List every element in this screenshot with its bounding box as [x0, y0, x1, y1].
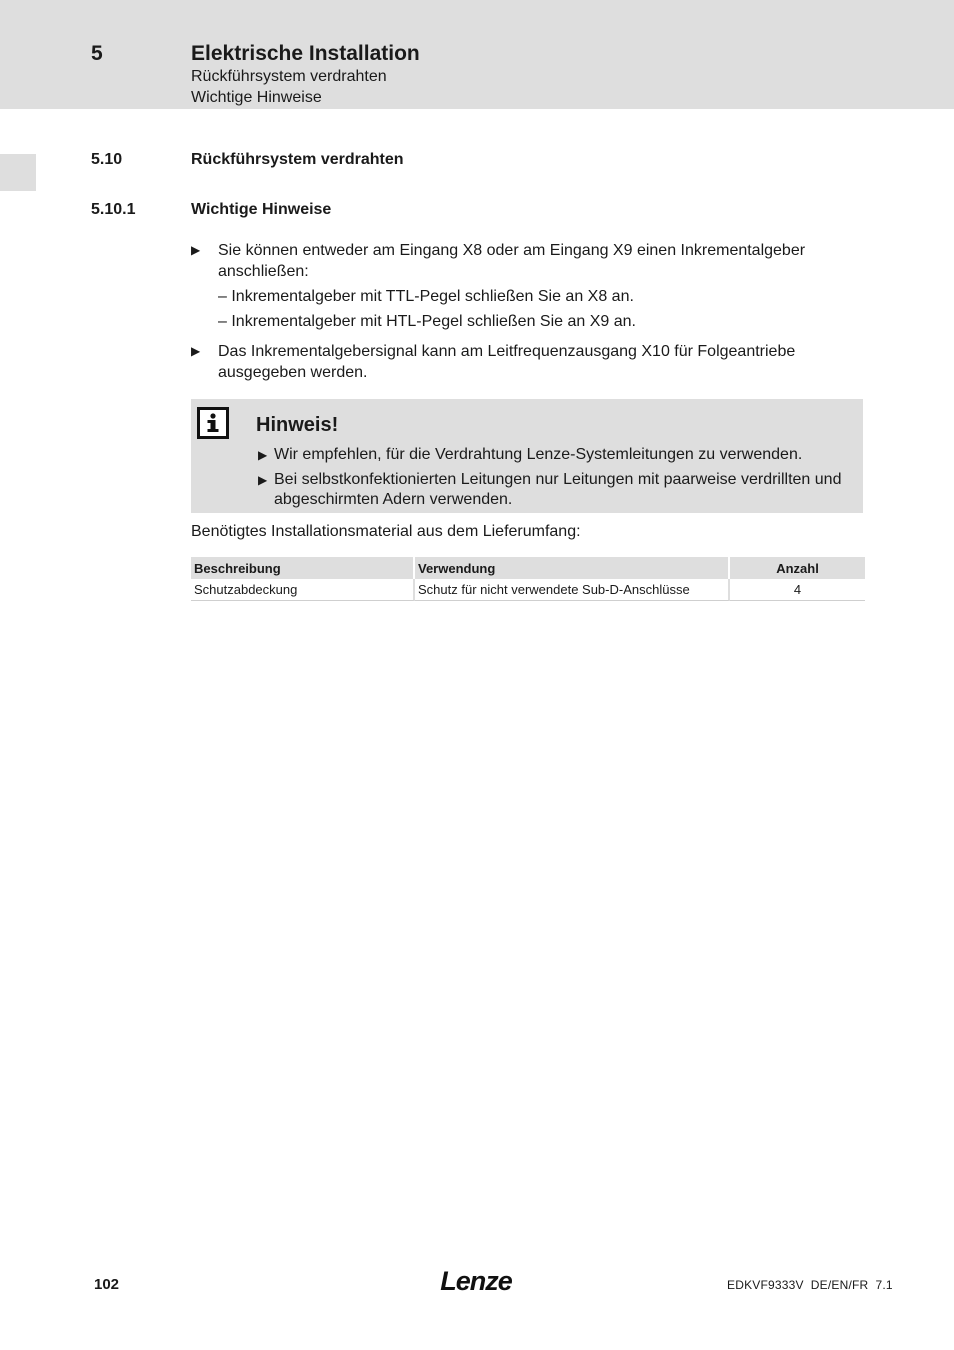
table-header-row: [191, 557, 865, 579]
section-title: Rückführsystem verdrahten: [191, 151, 404, 168]
note-item-text: Wir empfehlen, für die Verdrahtung Lenze-Systemleitungen zu verwenden.: [274, 446, 803, 463]
bullet-arrow-icon: ▶: [258, 473, 268, 487]
bullet-subitem: – Inkrementalgeber mit HTL-Pegel schließen Sie an X9 an.: [218, 313, 636, 330]
bullet-text: Sie können entweder am Eingang X8 oder am Eingang X9 einen Inkrementalgeber anschließen:: [218, 242, 806, 280]
note-item: [258, 470, 858, 510]
bullet-arrow-icon: ▶: [191, 344, 201, 358]
note-box: [191, 399, 863, 513]
info-icon: [197, 407, 229, 439]
material-table: [191, 557, 865, 601]
page-number: 102: [94, 1276, 120, 1293]
table-header-cell: Verwendung: [415, 557, 730, 579]
chapter-number: 5: [91, 42, 103, 65]
lenze-logo: [437, 1264, 515, 1296]
note-item-text: Bei selbstkonfektionierten Leitungen nur Leitungen mit paarweise verdrillten und abgeschirmten Adern verwenden.: [274, 471, 842, 508]
bullet-arrow-icon: ▶: [258, 448, 268, 462]
bullet-item: [191, 341, 851, 383]
subsection-title: Wichtige Hinweise: [191, 201, 332, 218]
subsection-number: 5.10.1: [91, 201, 136, 218]
table-cell: Schutz für nicht verwendete Sub-D-Anschlüsse: [415, 579, 730, 601]
table-cell: 4: [730, 579, 865, 601]
chapter-title: Elektrische Installation: [191, 42, 420, 65]
header-subtitle-1: Rückführsystem verdrahten: [191, 68, 387, 85]
side-tab-marker: [0, 154, 36, 191]
note-item: [258, 445, 858, 465]
bullet-text: Das Inkrementalgebersignal kann am Leitfrequenzausgang X10 für Folgeantriebe ausgegeben werden.: [218, 343, 796, 381]
header-band: [0, 0, 954, 109]
bullet-item: [191, 240, 851, 282]
bullet-subitem: – Inkrementalgeber mit TTL-Pegel schließen Sie an X8 an.: [218, 288, 634, 305]
intro-text: Benötigtes Installationsmaterial aus dem Lieferumfang:: [191, 523, 581, 540]
document-reference: EDKVF9333V DE/EN/FR 7.1: [727, 1278, 893, 1292]
note-title: Hinweis!: [256, 414, 339, 436]
logo-text: Lenze: [440, 1266, 512, 1296]
table-cell: Schutzabdeckung: [191, 579, 415, 601]
section-number: 5.10: [91, 151, 123, 168]
table-header-cell: Beschreibung: [191, 557, 415, 579]
header-subtitle-2: Wichtige Hinweise: [191, 89, 322, 106]
table-row: [191, 579, 865, 601]
bullet-arrow-icon: ▶: [191, 243, 201, 257]
table-header-cell: Anzahl: [730, 557, 865, 579]
